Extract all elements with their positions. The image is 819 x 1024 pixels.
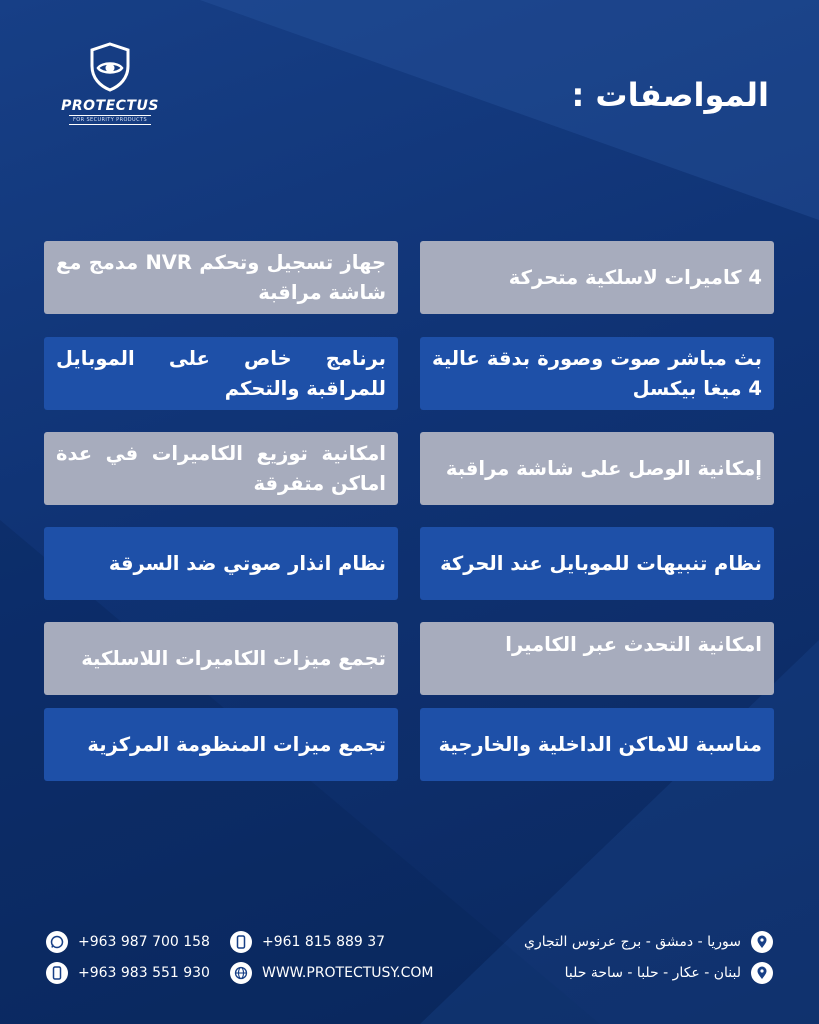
feature-text: امكانية التحدث عبر الكاميرا — [505, 633, 762, 656]
location-lebanon — [565, 962, 773, 984]
feature-card — [44, 708, 398, 781]
phone-number: +961 815 889 37 — [262, 934, 386, 950]
feature-card — [420, 622, 774, 695]
feature-card — [44, 622, 398, 695]
location-text: لبنان - عكار - حلبا - ساحة حلبا — [564, 965, 741, 981]
feature-text: تجمع ميزات المنظومة المركزية — [87, 732, 386, 756]
feature-text: جهاز تسجيل وتحكم NVR مدمج مع شاشة مراقبة — [56, 251, 386, 304]
feature-text: مناسبة للاماكن الداخلية والخارجية — [438, 732, 762, 756]
feature-card — [44, 337, 398, 410]
feature-card — [420, 527, 774, 600]
feature-card — [420, 337, 774, 410]
feature-text: إمكانية الوصل على شاشة مراقبة — [445, 456, 762, 480]
mobile-icon — [46, 962, 68, 984]
brand-name: PROTECTUS — [61, 98, 159, 114]
feature-text: نظام تنبيهات للموبايل عند الحركة — [440, 551, 762, 575]
feature-text: تجمع ميزات الكاميرات اللاسلكية — [81, 646, 386, 670]
website-url: WWW.PROTECTUSY.COM — [262, 965, 434, 981]
location-pin-icon — [751, 931, 773, 953]
whatsapp-icon — [46, 931, 68, 953]
location-text: سوريا - دمشق - برج عرنوس التجاري — [524, 934, 741, 950]
phone-icon — [230, 931, 252, 953]
shield-icon — [88, 42, 132, 92]
whatsapp-contact[interactable] — [46, 931, 210, 953]
mobile-number: +963 983 551 930 — [78, 965, 210, 981]
feature-text: نظام انذار صوتي ضد السرقة — [108, 551, 386, 575]
globe-icon — [230, 962, 252, 984]
page-title: المواصفات : — [571, 76, 769, 114]
mobile-contact[interactable] — [46, 962, 210, 984]
feature-card — [420, 432, 774, 505]
brand-logo — [56, 42, 164, 132]
feature-card — [44, 241, 398, 314]
whatsapp-number: +963 987 700 158 — [78, 934, 210, 950]
feature-card — [44, 527, 398, 600]
feature-card — [420, 241, 774, 314]
feature-card — [44, 432, 398, 505]
feature-text: 4 كاميرات لاسلكية متحركة — [508, 265, 762, 289]
feature-text: امكانية توزيع الكاميرات في عدة اماكن متفرقة — [56, 442, 386, 495]
location-pin-icon — [751, 962, 773, 984]
phone-contact[interactable] — [230, 931, 385, 953]
feature-card — [420, 708, 774, 781]
website-contact[interactable] — [230, 962, 433, 984]
location-syria — [524, 931, 773, 953]
brand-tagline: FOR SECURITY PRODUCTS — [69, 115, 151, 125]
feature-text: بث مباشر صوت وصورة بدقة عالية 4 ميغا بيكسل — [432, 347, 762, 400]
feature-text: برنامج خاص على الموبايل للمراقبة والتحكم — [56, 347, 386, 400]
